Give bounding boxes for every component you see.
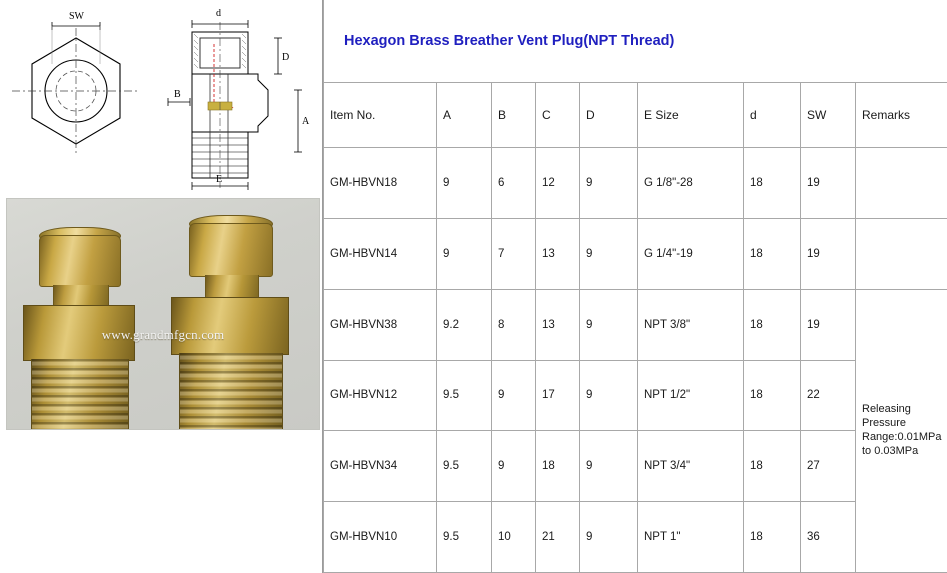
cell-c: 18 [536, 431, 580, 502]
cell-e-size: NPT 3/4" [638, 431, 744, 502]
cell-d: 9 [580, 148, 638, 219]
plug-hex-body [171, 297, 289, 355]
product-photo [6, 198, 320, 430]
cell-c: 13 [536, 289, 580, 360]
dim-label-B: B [174, 89, 181, 100]
cell-c: 17 [536, 360, 580, 431]
table-header-row [324, 82, 947, 147]
table-row [324, 219, 947, 290]
table-row [324, 360, 947, 431]
cell-remarks: Releasing Pressure Range:0.01MPa to 0.03MPa [856, 289, 947, 572]
cell-sw: 27 [801, 431, 856, 502]
table-row [324, 289, 947, 360]
cell-e-size: NPT 1" [638, 502, 744, 573]
cell-b: 8 [492, 289, 536, 360]
col-header-c: C [536, 82, 580, 147]
cell-item-no: GM-HBVN14 [324, 219, 437, 290]
dim-label-sw: SW [69, 11, 84, 22]
cell-d: 9 [580, 502, 638, 573]
col-header-b: B [492, 82, 536, 147]
plug-cap [189, 223, 273, 277]
cell-remarks-empty [856, 219, 947, 290]
watermark-text: www.grandmfgcn.com [101, 327, 225, 342]
dim-label-D: D [282, 52, 290, 63]
cell-a: 9 [437, 148, 492, 219]
cell-a: 9 [437, 219, 492, 290]
cell-b: 9 [492, 431, 536, 502]
col-header-remarks: Remarks [856, 82, 947, 147]
spec-table-container [322, 0, 947, 573]
cell-remarks-empty [856, 148, 947, 219]
cell-item-no: GM-HBVN18 [324, 148, 437, 219]
cell-d-small: 18 [744, 289, 801, 360]
cell-item-no: GM-HBVN12 [324, 360, 437, 431]
dim-label-E: E [216, 174, 223, 185]
cell-c: 21 [536, 502, 580, 573]
cell-sw: 36 [801, 502, 856, 573]
col-header-e-size: E Size [638, 82, 744, 147]
cell-e-size: G 1/8"-28 [638, 148, 744, 219]
cell-e-size: NPT 3/8" [638, 289, 744, 360]
cell-b: 10 [492, 502, 536, 573]
cell-a: 9.5 [437, 502, 492, 573]
cell-d: 9 [580, 360, 638, 431]
cell-d-small: 18 [744, 148, 801, 219]
section-view-drawing [150, 4, 318, 194]
plug-thread [179, 353, 283, 430]
table-row [324, 431, 947, 502]
cell-c: 13 [536, 219, 580, 290]
cell-b: 6 [492, 148, 536, 219]
col-header-d-small: d [744, 82, 801, 147]
table-row [324, 148, 947, 219]
cell-d-small: 18 [744, 360, 801, 431]
dim-label-A: A [302, 116, 310, 127]
col-header-sw: SW [801, 82, 856, 147]
cell-item-no: GM-HBVN10 [324, 502, 437, 573]
cell-a: 9.5 [437, 431, 492, 502]
cell-sw: 22 [801, 360, 856, 431]
cell-d: 9 [580, 219, 638, 290]
cell-d-small: 18 [744, 219, 801, 290]
plug-thread [31, 359, 129, 430]
cell-b: 7 [492, 219, 536, 290]
cell-d-small: 18 [744, 431, 801, 502]
cell-item-no: GM-HBVN34 [324, 431, 437, 502]
col-header-item-no: Item No. [324, 82, 437, 147]
cell-c: 12 [536, 148, 580, 219]
col-header-d: D [580, 82, 638, 147]
cell-sw: 19 [801, 219, 856, 290]
cell-d: 9 [580, 289, 638, 360]
cell-sw: 19 [801, 148, 856, 219]
col-header-a: A [437, 82, 492, 147]
cell-d: 9 [580, 431, 638, 502]
cell-d-small: 18 [744, 502, 801, 573]
cell-sw: 19 [801, 289, 856, 360]
dim-label-d: d [216, 8, 221, 19]
plug-cap [39, 235, 121, 287]
table-row [324, 502, 947, 573]
cell-a: 9.5 [437, 360, 492, 431]
page-title: Hexagon Brass Breather Vent Plug(NPT Thread) [324, 0, 947, 82]
technical-drawings [0, 0, 322, 196]
spec-table [323, 0, 947, 573]
left-column [0, 0, 322, 573]
cell-b: 9 [492, 360, 536, 431]
cell-e-size: NPT 1/2" [638, 360, 744, 431]
table-title-row [324, 0, 947, 82]
cell-a: 9.2 [437, 289, 492, 360]
cell-item-no: GM-HBVN38 [324, 289, 437, 360]
hex-top-view-drawing [6, 6, 146, 186]
cell-e-size: G 1/4"-19 [638, 219, 744, 290]
plug-hex-body [23, 305, 135, 361]
